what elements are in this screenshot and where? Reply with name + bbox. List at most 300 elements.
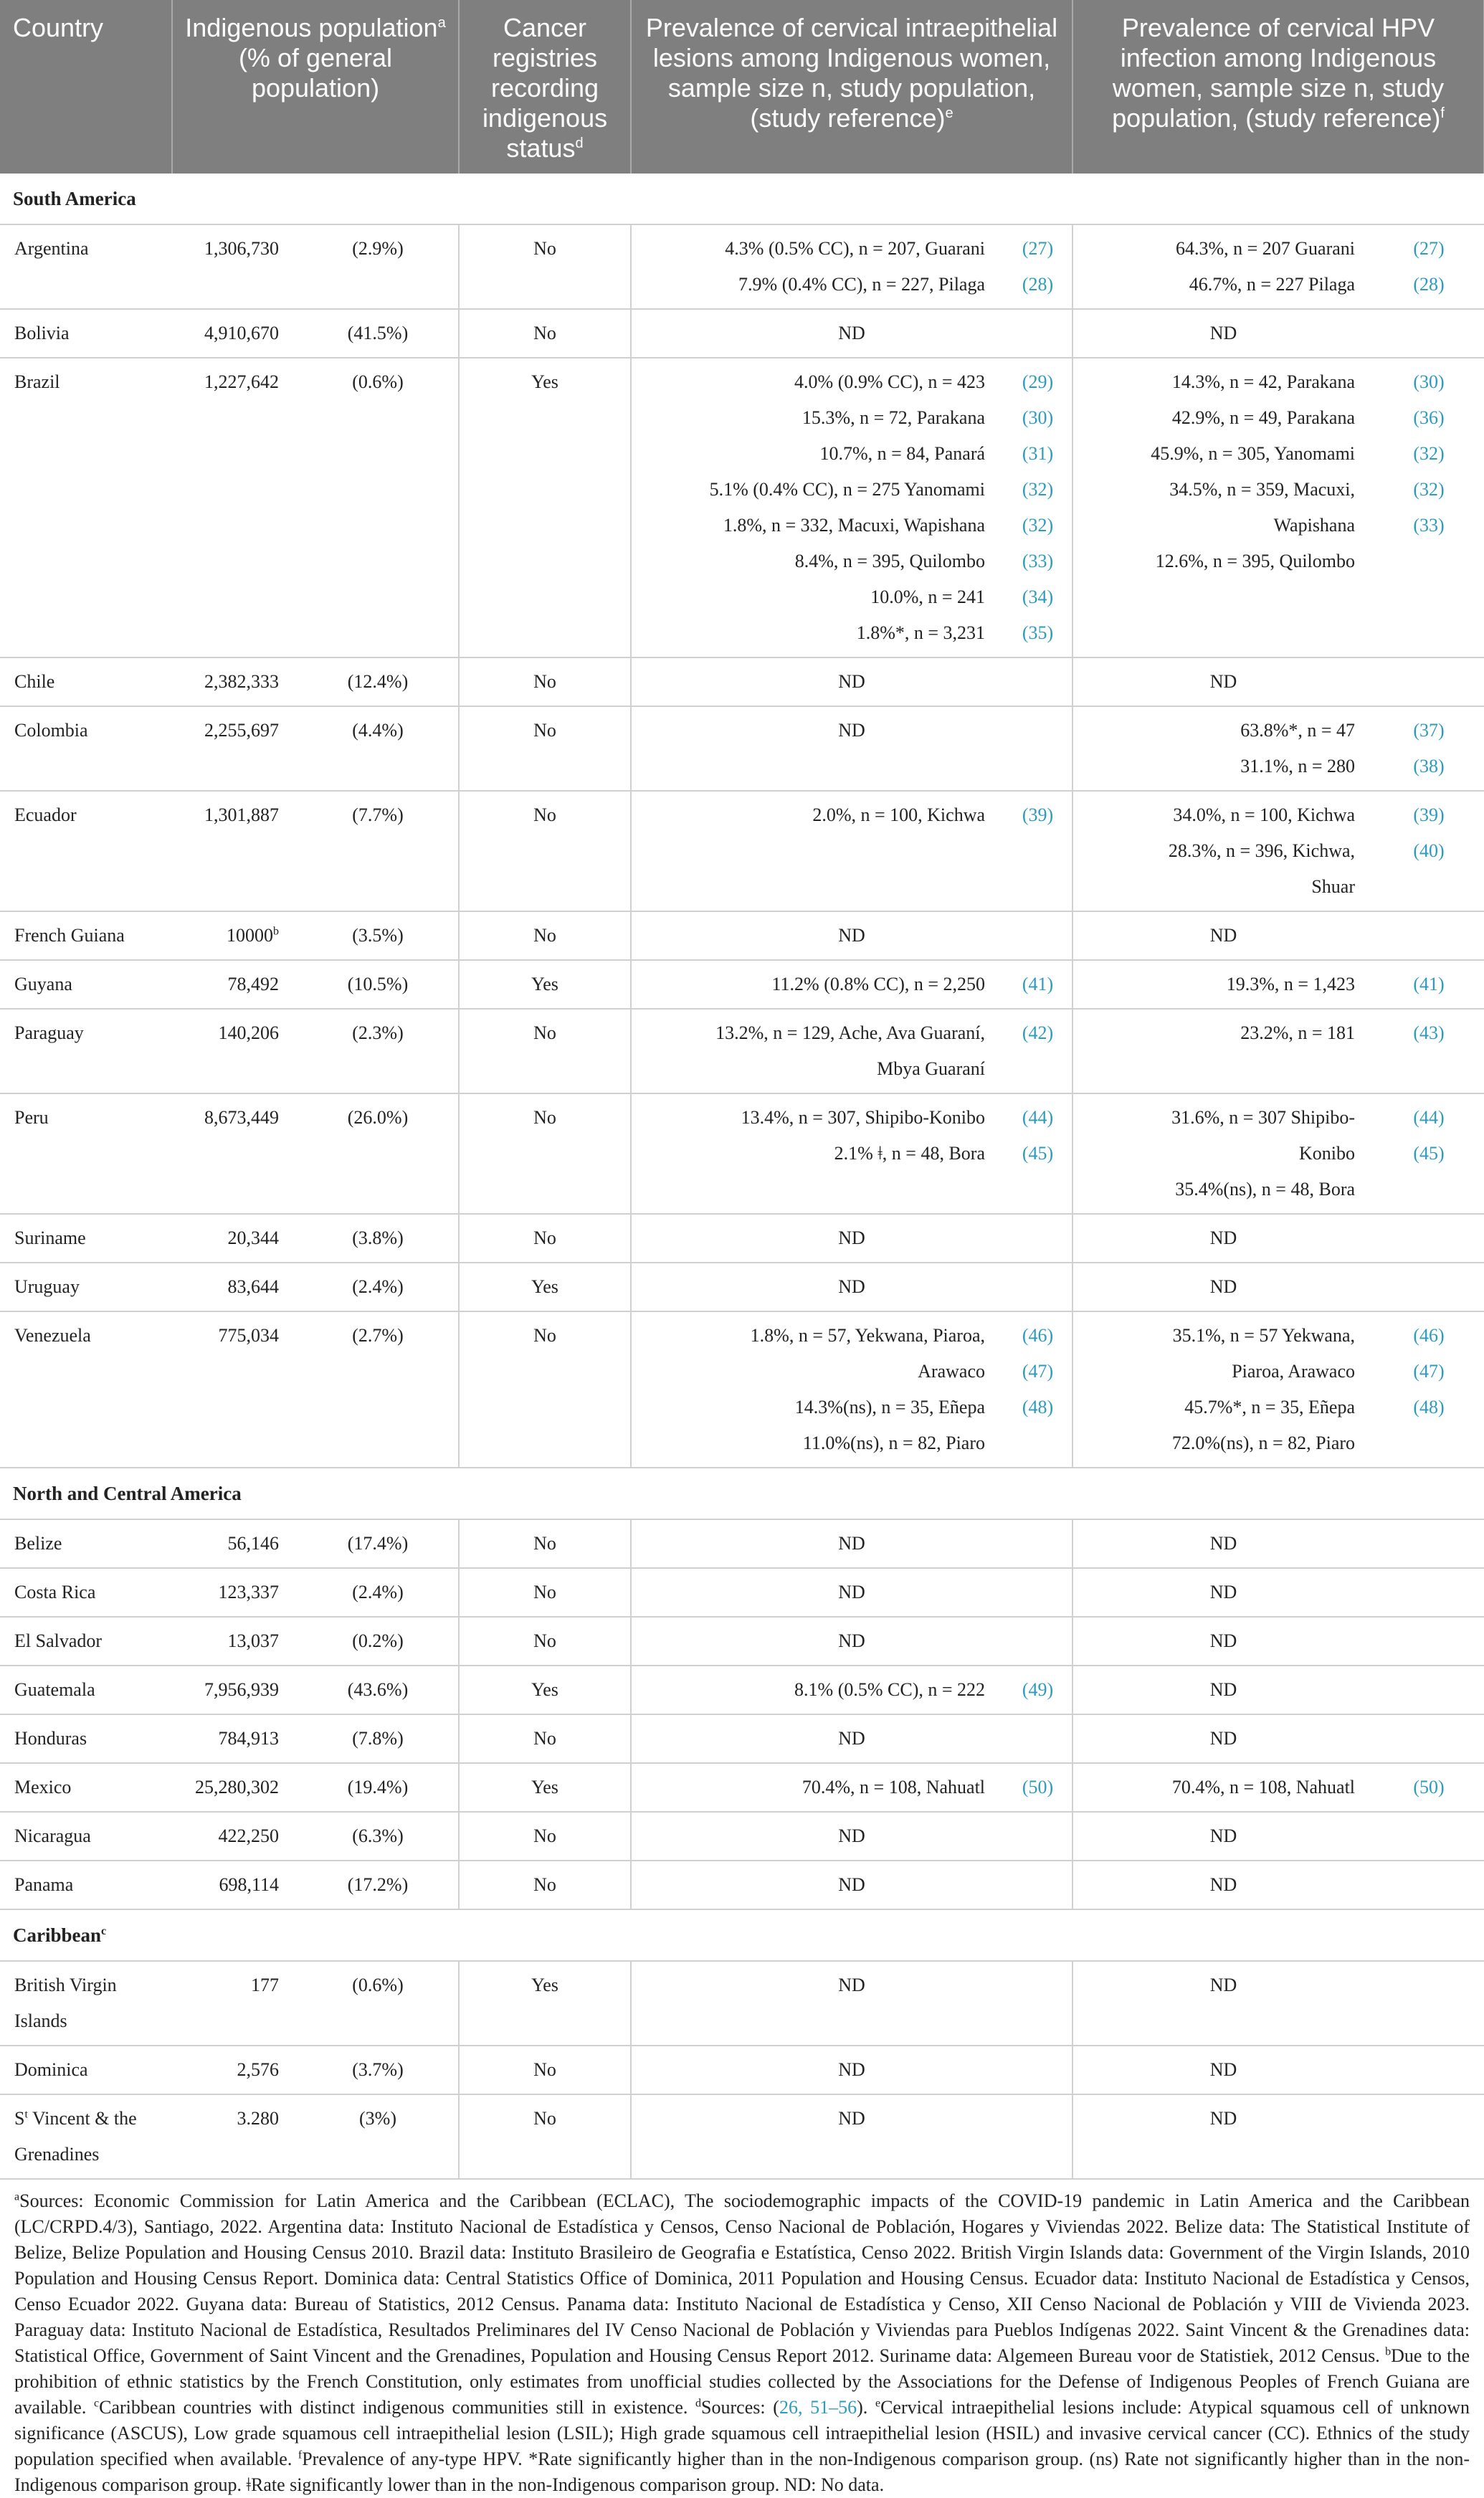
lesion-reference-cell [1004,1093,1072,1214]
hpv-prevalence-cell [1072,1568,1374,1617]
hpv-reference-cell [1374,2094,1484,2179]
hpv-prevalence-cell [1072,1861,1374,1909]
registry-cell: No [459,706,631,791]
reference-link[interactable]: (44) [1413,1107,1445,1128]
no-data-label: ND [838,1582,865,1602]
population-value: 13,037 [227,1630,279,1651]
reference-link[interactable]: (28) [1413,274,1445,295]
population-value: 698,114 [219,1874,279,1895]
no-data-label: ND [1209,1679,1237,1700]
population-cell [172,1714,298,1763]
hpv-prevalence-cell [1072,791,1374,911]
lesion-prevalence-line: 1.8%, n = 57, Yekwana, Piaroa, [750,1325,986,1346]
reference-link[interactable]: (45) [1413,1143,1445,1164]
header-row [0,0,1484,174]
reference-link[interactable]: (42) [1022,1022,1054,1043]
registry-cell: No [459,1714,631,1763]
hpv-prevalence-line: 72.0%(ns), n = 82, Piaro [1171,1433,1356,1453]
population-cell [172,1263,298,1311]
population-value: 422,250 [218,1825,279,1846]
registry-cell: No [459,1311,631,1468]
lesion-prevalence-line: Mbya Guaraní [877,1058,986,1079]
no-data-label: ND [1209,2059,1237,2080]
country-cell [0,1093,172,1214]
hpv-prevalence-cell [1072,1961,1374,2046]
reference-link[interactable]: (50) [1022,1777,1054,1797]
country-cell [0,960,172,1009]
header-registries: Cancer registries recording indigenous status$^d$ [459,0,631,174]
lesion-prevalence-cell [631,791,1004,911]
country-name: Guatemala [14,1679,95,1700]
registry-cell: No [459,1519,631,1568]
lesion-prevalence-cell [631,309,1072,358]
lesion-prevalence-cell [631,1763,1004,1812]
hpv-prevalence-line: 64.3%, n = 207 Guarani [1175,238,1356,259]
lesion-prevalence-cell [631,1961,1072,2046]
population-value: 20,344 [227,1227,279,1248]
reference-link[interactable]: (39) [1022,804,1054,825]
hpv-reference-cell [1374,1812,1484,1861]
lesion-reference-cell [1004,1009,1072,1093]
population-value: 177 [251,1975,279,1995]
population-value: 2,255,697 [204,720,279,741]
table-row [0,2046,1484,2094]
table-row [0,1861,1484,1909]
footnote-reference-link[interactable]: 26, 51–56 [779,2397,857,2418]
hpv-prevalence-cell [1072,1519,1374,1568]
reference-link[interactable]: (30) [1022,407,1054,428]
country-name: Paraguay [14,1022,84,1043]
hpv-prevalence-cell [1072,1009,1374,1093]
population-percent-cell: (3.7%) [298,2046,459,2094]
country-cell [0,1214,172,1263]
hpv-reference-cell [1374,1861,1484,1909]
country-name: Brazil [14,371,60,392]
country-name: Honduras [14,1728,87,1749]
no-data-label: ND [1209,1533,1237,1554]
hpv-reference-cell [1374,1568,1484,1617]
population-percent-cell: (43.6%) [298,1666,459,1714]
hpv-prevalence-line: 45.7%*, n = 35, Eñepa [1184,1397,1356,1417]
section-north-central-america: North and Central America [0,1468,1484,1519]
population-value: 78,492 [227,974,279,994]
registry-cell: No [459,1214,631,1263]
table-row [0,1714,1484,1763]
table-row [0,1763,1484,1812]
lesion-prevalence-line: 8.4%, n = 395, Quilombo [794,551,986,571]
lesion-prevalence-cell [631,657,1072,706]
reference-link[interactable]: (39) [1413,804,1445,825]
population-cell [172,1666,298,1714]
lesion-prevalence-line: 14.3%(ns), n = 35, Eñepa [794,1397,986,1417]
hpv-reference-cell [1374,1617,1484,1666]
population-value: 10000 [227,925,273,946]
hpv-prevalence-cell [1072,1812,1374,1861]
hpv-prevalence-cell [1072,1311,1374,1468]
reference-link[interactable]: (48) [1413,1397,1445,1417]
lesion-prevalence-cell [631,2046,1072,2094]
lesion-reference-cell [1004,1763,1072,1812]
population-cell [172,657,298,706]
registry-cell: Yes [459,1961,631,2046]
registry-cell: No [459,309,631,358]
population-percent-cell: (6.3%) [298,1812,459,1861]
population-cell [172,1861,298,1909]
lesion-reference-cell [1004,358,1072,657]
reference-link[interactable]: (37) [1413,720,1445,741]
hpv-prevalence-cell [1072,358,1374,657]
population-cell [172,1519,298,1568]
header-population: Indigenous population$^a$ (% of general population) [172,0,459,174]
population-percent-cell: (17.2%) [298,1861,459,1909]
registry-cell: No [459,657,631,706]
lesion-prevalence-cell [631,1666,1004,1714]
country-name: British Virgin [14,1975,117,1995]
reference-link[interactable]: (43) [1413,1022,1445,1043]
country-name: Uruguay [14,1276,80,1297]
population-value: 83,644 [227,1276,279,1297]
hpv-reference-cell [1374,1093,1484,1214]
reference-link[interactable]: (35) [1022,622,1054,643]
hpv-reference-cell [1374,1519,1484,1568]
hpv-prevalence-line: 19.3%, n = 1,423 [1226,974,1356,994]
lesion-prevalence-line: 10.0%, n = 241 [870,586,986,607]
population-percent-cell: (0.6%) [298,1961,459,2046]
population-percent-cell: (17.4%) [298,1519,459,1568]
table-row [0,1263,1484,1311]
reference-link[interactable]: (41) [1022,974,1054,994]
population-cell [172,1763,298,1812]
reference-link[interactable]: (31) [1022,443,1054,464]
hpv-prevalence-cell [1072,1714,1374,1763]
reference-link[interactable]: (47) [1022,1361,1054,1382]
country-cell [0,1311,172,1468]
population-value: 8,673,449 [204,1107,279,1128]
registry-cell: No [459,1812,631,1861]
hpv-prevalence-line: 35.1%, n = 57 Yekwana, [1172,1325,1356,1346]
population-value: 4,910,670 [204,323,279,343]
population-value: 140,206 [218,1022,279,1043]
registry-cell: No [459,911,631,960]
country-cell [0,2094,172,2179]
country-name: Dominica [14,2059,88,2080]
country-name: Argentina [14,238,89,259]
table-row [0,1812,1484,1861]
country-cell [0,911,172,960]
table-row [0,2094,1484,2179]
reference-link[interactable]: (45) [1022,1143,1054,1164]
reference-link[interactable]: (32) [1413,479,1445,500]
no-data-label: ND [838,1975,865,1995]
country-name: Mexico [14,1777,72,1797]
population-percent-cell: (0.6%) [298,358,459,657]
population-percent-cell: (3.5%) [298,911,459,960]
population-value: 1,306,730 [204,238,279,259]
hpv-prevalence-cell [1072,224,1374,309]
table-row [0,911,1484,960]
population-cell [172,1093,298,1214]
country-cell [0,1961,172,2046]
country-name: Costa Rica [14,1582,96,1602]
no-data-label: ND [838,1630,865,1651]
lesion-prevalence-line: 11.2% (0.8% CC), n = 2,250 [771,974,986,994]
population-percent-cell: (12.4%) [298,657,459,706]
section-caribbean: Caribbean$^c$ [0,1909,1484,1961]
registry-cell: No [459,1861,631,1909]
lesion-reference-cell [1004,1666,1072,1714]
country-name: Venezuela [14,1325,91,1346]
country-cell [0,791,172,911]
population-percent-cell: (19.4%) [298,1763,459,1812]
hpv-prevalence-line: Konibo [1299,1143,1356,1164]
population-percent-cell: (41.5%) [298,309,459,358]
no-data-label: ND [1209,1276,1237,1297]
registry-cell: No [459,224,631,309]
reference-link[interactable]: (46) [1022,1325,1054,1346]
registry-cell: Yes [459,1763,631,1812]
country-cell [0,2046,172,2094]
country-cell [0,1519,172,1568]
no-data-label: ND [1209,1728,1237,1749]
hpv-reference-cell [1374,1311,1484,1468]
lesion-prevalence-line: 8.1% (0.5% CC), n = 222 [794,1679,986,1700]
lesion-reference-cell [1004,791,1072,911]
registry-cell: Yes [459,1263,631,1311]
reference-link[interactable]: (33) [1022,551,1054,571]
country-name: Bolivia [14,323,70,343]
population-percent-cell: (4.4%) [298,706,459,791]
population-percent-cell: (10.5%) [298,960,459,1009]
lesion-prevalence-cell [631,1519,1072,1568]
hpv-prevalence-line: Piaroa, Arawaco [1232,1361,1356,1382]
hpv-prevalence-cell [1072,1763,1374,1812]
table-row [0,1214,1484,1263]
hpv-prevalence-line: 35.4%(ns), n = 48, Bora [1175,1179,1356,1200]
country-cell [0,1263,172,1311]
hpv-prevalence-cell [1072,1093,1374,1214]
population-cell [172,1812,298,1861]
table-row [0,1568,1484,1617]
population-percent-cell: (3.8%) [298,1214,459,1263]
lesion-prevalence-cell [631,1861,1072,1909]
lesion-reference-cell [1004,1311,1072,1468]
table-row [0,1666,1484,1714]
no-data-label: ND [838,1276,865,1297]
reference-link[interactable]: (27) [1413,238,1445,259]
population-value: 1,227,642 [204,371,279,392]
reference-link[interactable]: (48) [1022,1397,1054,1417]
country-name: Suriname [14,1227,86,1248]
hpv-prevalence-line: 42.9%, n = 49, Parakana [1171,407,1356,428]
lesion-prevalence-cell [631,1568,1072,1617]
no-data-label: ND [1209,323,1237,343]
population-cell [172,224,298,309]
lesion-reference-cell [1004,224,1072,309]
hpv-reference-cell [1374,1763,1484,1812]
population-cell [172,2094,298,2179]
lesion-prevalence-line: Arawaco [918,1361,986,1382]
population-percent-cell: (2.7%) [298,1311,459,1468]
population-cell [172,1568,298,1617]
lesion-prevalence-cell [631,1009,1004,1093]
hpv-reference-cell [1374,224,1484,309]
country-cell [0,657,172,706]
population-percent-cell: (7.7%) [298,791,459,911]
table-row [0,1093,1484,1214]
registry-cell: No [459,1093,631,1214]
reference-link[interactable]: (47) [1413,1361,1445,1382]
no-data-label: ND [1209,1825,1237,1846]
registry-cell: No [459,2094,631,2179]
country-cell [0,1617,172,1666]
lesion-prevalence-line: 5.1% (0.4% CC), n = 275 Yanomami [709,479,986,500]
no-data-label: ND [838,1533,865,1554]
lesion-prevalence-cell [631,2094,1072,2179]
lesion-prevalence-line: 1.8%, n = 332, Macuxi, Wapishana [723,515,986,536]
header-lesions: Prevalence of cervical intraepithelial lesions among Indigenous women, sample size n, study population, (study reference)$^e$ [631,0,1072,174]
reference-link[interactable]: (32) [1022,479,1054,500]
lesion-prevalence-line: 1.8%*, n = 3,231 [856,622,986,643]
lesion-prevalence-cell [631,1214,1072,1263]
country-name: Nicaragua [14,1825,91,1846]
population-value: 2,382,333 [204,671,279,692]
population-cell [172,2046,298,2094]
lesion-prevalence-cell [631,1617,1072,1666]
hpv-prevalence-line: 46.7%, n = 227 Pilaga [1189,274,1356,295]
hpv-reference-cell [1374,657,1484,706]
lesion-prevalence-line: 2.1% ǂ, n = 48, Bora [834,1143,986,1164]
reference-link[interactable]: (28) [1022,274,1054,295]
population-value: 2,576 [237,2059,279,2080]
population-percent-cell: (3%) [298,2094,459,2179]
no-data-label: ND [838,671,865,692]
table-row [0,358,1484,657]
hpv-prevalence-cell [1072,1263,1374,1311]
registry-cell: No [459,1568,631,1617]
country-cell [0,224,172,309]
no-data-label: ND [1209,1582,1237,1602]
population-percent-cell: (2.4%) [298,1263,459,1311]
table-row [0,1617,1484,1666]
reference-link[interactable]: (44) [1022,1107,1054,1128]
country-name: Ecuador [14,804,77,825]
hpv-reference-cell [1374,1961,1484,2046]
population-cell [172,1961,298,2046]
hpv-prevalence-line: 12.6%, n = 395, Quilombo [1155,551,1356,571]
reference-link[interactable]: (34) [1022,586,1054,607]
population-value: 56,146 [227,1533,279,1554]
hpv-prevalence-cell [1072,960,1374,1009]
reference-link[interactable]: (46) [1413,1325,1445,1346]
table-row [0,1519,1484,1568]
reference-link[interactable]: (36) [1413,407,1445,428]
no-data-label: ND [838,323,865,343]
no-data-label: ND [838,2059,865,2080]
no-data-label: ND [838,1728,865,1749]
country-name: El Salvador [14,1630,103,1651]
population-percent-cell: (0.2%) [298,1617,459,1666]
population-cell [172,1009,298,1093]
reference-link[interactable]: (32) [1413,443,1445,464]
lesion-prevalence-line: 11.0%(ns), n = 82, Piaro [802,1433,986,1453]
country-cell [0,1714,172,1763]
lesion-prevalence-line: 70.4%, n = 108, Nahuatl [802,1777,986,1797]
hpv-reference-cell [1374,960,1484,1009]
country-name: Grenadines [14,2144,100,2165]
section-south-america: South America [0,174,1484,224]
population-percent-cell: (2.3%) [298,1009,459,1093]
reference-link[interactable]: (30) [1413,371,1445,392]
reference-link[interactable]: (50) [1413,1777,1445,1797]
no-data-label: ND [838,720,865,741]
population-cell [172,960,298,1009]
hpv-prevalence-cell [1072,2046,1374,2094]
lesion-prevalence-cell [631,1714,1072,1763]
lesion-prevalence-cell [631,1093,1004,1214]
hpv-reference-cell [1374,1214,1484,1263]
reference-link[interactable]: (38) [1413,756,1445,777]
reference-link[interactable]: (27) [1022,238,1054,259]
lesion-prevalence-cell [631,358,1004,657]
country-cell [0,358,172,657]
hpv-reference-cell [1374,1263,1484,1311]
reference-link[interactable]: (33) [1413,515,1445,536]
reference-link[interactable]: (40) [1413,840,1445,861]
population-percent-cell: (2.4%) [298,1568,459,1617]
population-cell [172,1311,298,1468]
lesion-prevalence-line: 10.7%, n = 84, Panará [819,443,986,464]
population-percent-cell: (26.0%) [298,1093,459,1214]
no-data-label: ND [1209,2108,1237,2129]
registry-cell: Yes [459,1666,631,1714]
no-data-label: ND [1209,671,1237,692]
population-percent-cell: (2.9%) [298,224,459,309]
population-value: 775,034 [218,1325,279,1346]
population-cell [172,1214,298,1263]
reference-link[interactable]: (49) [1022,1679,1054,1700]
population-cell [172,706,298,791]
population-value: 784,913 [218,1728,279,1749]
lesion-prevalence-line: 13.4%, n = 307, Shipibo-Konibo [741,1107,986,1128]
hpv-prevalence-line: 34.5%, n = 359, Macuxi, [1169,479,1356,500]
hpv-reference-cell [1374,706,1484,791]
reference-link[interactable]: (41) [1413,974,1445,994]
lesion-prevalence-cell [631,960,1004,1009]
no-data-label: ND [838,1874,865,1895]
table-row [0,1961,1484,2046]
hpv-prevalence-line: 23.2%, n = 181 [1240,1022,1356,1043]
reference-link[interactable]: (29) [1022,371,1054,392]
registry-cell: Yes [459,358,631,657]
no-data-label: ND [838,1825,865,1846]
population-value: 1,301,887 [204,804,279,825]
country-name: Belize [14,1533,62,1554]
country-name: Panama [14,1874,74,1895]
country-cell [0,309,172,358]
hpv-prevalence-cell [1072,309,1374,358]
hpv-prevalence-line: 14.3%, n = 42, Parakana [1171,371,1356,392]
hpv-prevalence-cell [1072,1214,1374,1263]
hpv-prevalence-line: 63.8%*, n = 47 [1240,720,1356,741]
hpv-reference-cell [1374,911,1484,960]
header-country: Country [0,0,172,174]
lesion-prevalence-cell [631,1311,1004,1468]
reference-link[interactable]: (32) [1022,515,1054,536]
lesion-prevalence-cell [631,224,1004,309]
lesion-prevalence-cell [631,1812,1072,1861]
hpv-prevalence-line: 31.6%, n = 307 Shipibo- [1171,1107,1356,1128]
hpv-prevalence-cell [1072,2094,1374,2179]
